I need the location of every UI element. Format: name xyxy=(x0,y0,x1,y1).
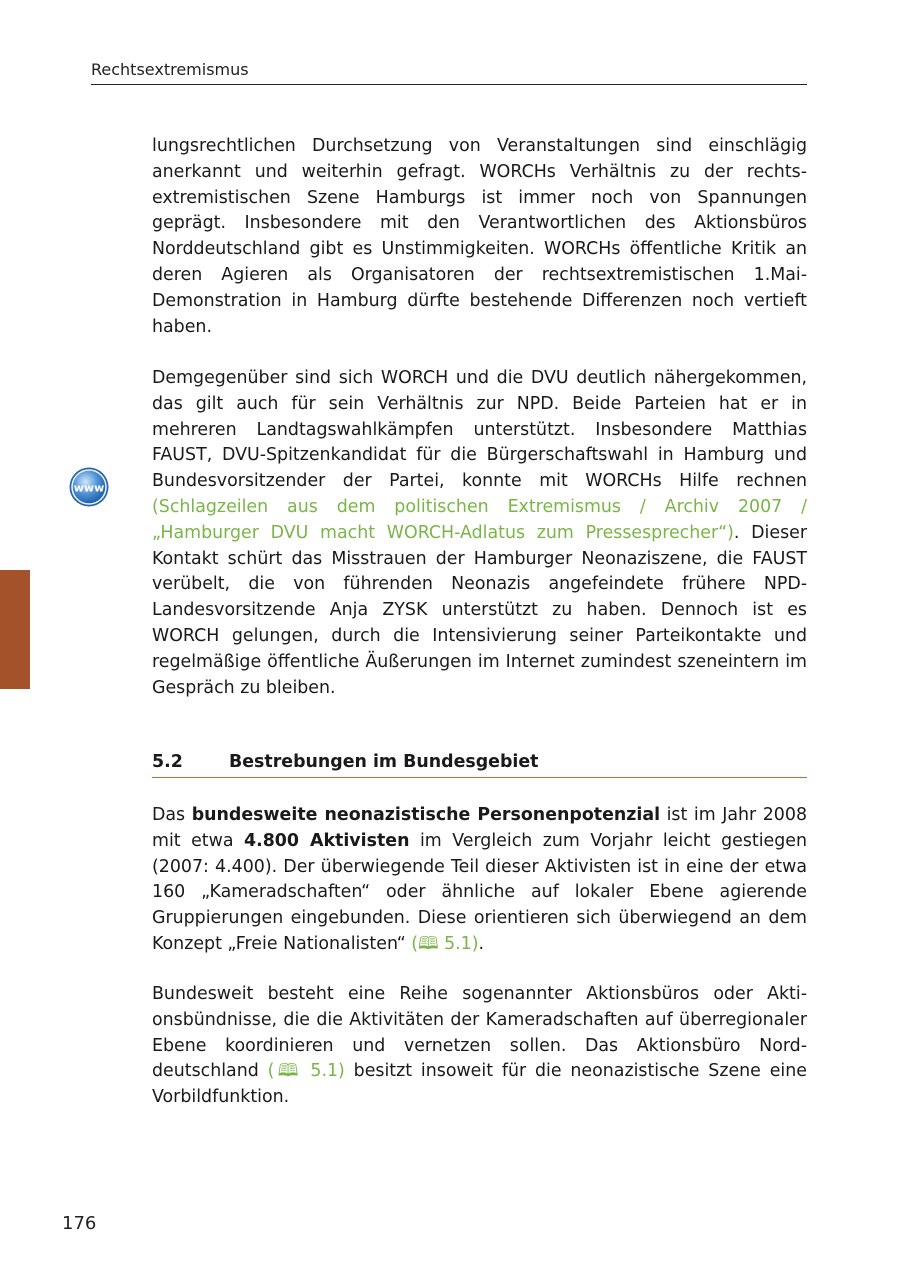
crossref-text-a: 5.1) xyxy=(438,933,479,954)
book-icon: 🕮 xyxy=(274,1061,302,1082)
crossref-text-b: 5.1) xyxy=(301,1061,345,1082)
page-number: 176 xyxy=(62,1213,97,1234)
body-paragraph-4 xyxy=(152,982,807,1111)
body-paragraph-4-container xyxy=(152,982,807,1111)
book-icon: 🕮 xyxy=(418,933,439,954)
body-paragraph-3-container xyxy=(152,803,807,958)
crossref-link-5-1-a[interactable]: (🕮 5.1) xyxy=(411,933,479,954)
section-number: 5.2 xyxy=(152,752,183,772)
section-heading xyxy=(152,750,807,778)
body-paragraph-3 xyxy=(152,803,807,958)
body-paragraph-1: lungsrechtlichen Durchsetzung von Veranstaltungen sind einschlägig anerkannt und weiterhin gefragt. WORCHs Verhältnis zu der rechtsextremistischen Szene Hamburgs ist immer noch von Spannungen geprägt. Insbesondere mit den Verantwortlichen des Aktionsbüros Norddeutschland gibt es Unstimmigkeiten. WORCHs öffentliche Kritik an deren Agieren als Organisatoren der rechtsextremistischen 1.Mai-Demonstration in Hamburg dürfte bestehende Differenzen noch vertieft haben. xyxy=(152,136,807,337)
www-label: www xyxy=(73,481,105,495)
p2-text-before: Demgegenüber sind sich WORCH und die DVU deutlich nähergekommen, das gilt auch für sein Verhältnis zur NPD. Beide Parteien hat er in mehreren Landtagswahlkämpfen unterstützt. Insbesondere Matthias FAUST, DVU-Spitzenkandidat für die Bürgerschaftswahl in Hamburg und Bundesvorsitzender der Partei, konnte mit WORCHs Hilfe rechnen xyxy=(152,368,807,492)
body-paragraph-2-container xyxy=(152,366,807,701)
crossref-link-5-1-b[interactable]: (🕮 5.1) xyxy=(267,1061,345,1082)
p3-text-a: Das xyxy=(152,805,192,825)
p3-bold-activists: 4.800 Aktivisten xyxy=(243,830,410,851)
www-globe-icon[interactable] xyxy=(68,466,110,508)
p4-text-b: besitzt insoweit für die neonazistische Szene eine Vorbildfunktion. xyxy=(152,1061,807,1108)
p3-bold-potential: bundesweite neonazistische Personenpotenzial xyxy=(191,805,661,825)
p3-text-e: im Vergleich zum Vorjahr leicht gestiegen (2007: 4.400). Der überwiegende Teil dieser Aktivisten ist in eine der etwa 160 „Kameradschaften“ oder ähnliche auf lokaler Ebene agierende Gruppierungen eingebunden. Diese orientieren sich überwiegend an dem Konzept „Freie Nationalisten“ xyxy=(152,830,808,954)
body-paragraph-2 xyxy=(152,366,807,701)
p4-text-a: Bundesweit besteht eine Reihe sogenannter Aktionsbüros oder Aktionsbündnisse, die die Aktivitäten der Kameradschaften auf überregionaler Ebene koordinieren und vernetzen sollen. Das Aktionsbüro Norddeutschland xyxy=(152,984,807,1082)
section-title: Bestrebungen im Bundesgebiet xyxy=(229,752,539,772)
archive-link[interactable]: (Schlagzeilen aus dem politischen Extremismus / Archiv 2007 / „Hamburger DVU macht WORCH-Adlatus zum Pressesprecher“) xyxy=(152,496,807,543)
p3-text-c: ist im Jahr 2008 mit etwa xyxy=(152,805,808,851)
chapter-tab-marker xyxy=(0,570,30,689)
header-rule xyxy=(91,84,807,85)
body-paragraph-1-container xyxy=(152,134,807,340)
running-head: Rechtsextremismus xyxy=(91,60,249,79)
p3-text-end: . xyxy=(478,933,485,954)
p2-text-after: . Dieser Kontakt schürt das Misstrauen der Hamburger Neonaziszene, die FAUST verübelt, die von führenden Neonazis angefeindete frühere NPD-Landesvorsitzende Anja ZYSK unterstützt zu haben. Dennoch ist es WORCH gelungen, durch die Intensivierung seiner Parteikontakte und regelmäßige öffentliche Äußerungen im Internet zumindest szeneintern im Gespräch zu bleiben. xyxy=(152,522,807,698)
